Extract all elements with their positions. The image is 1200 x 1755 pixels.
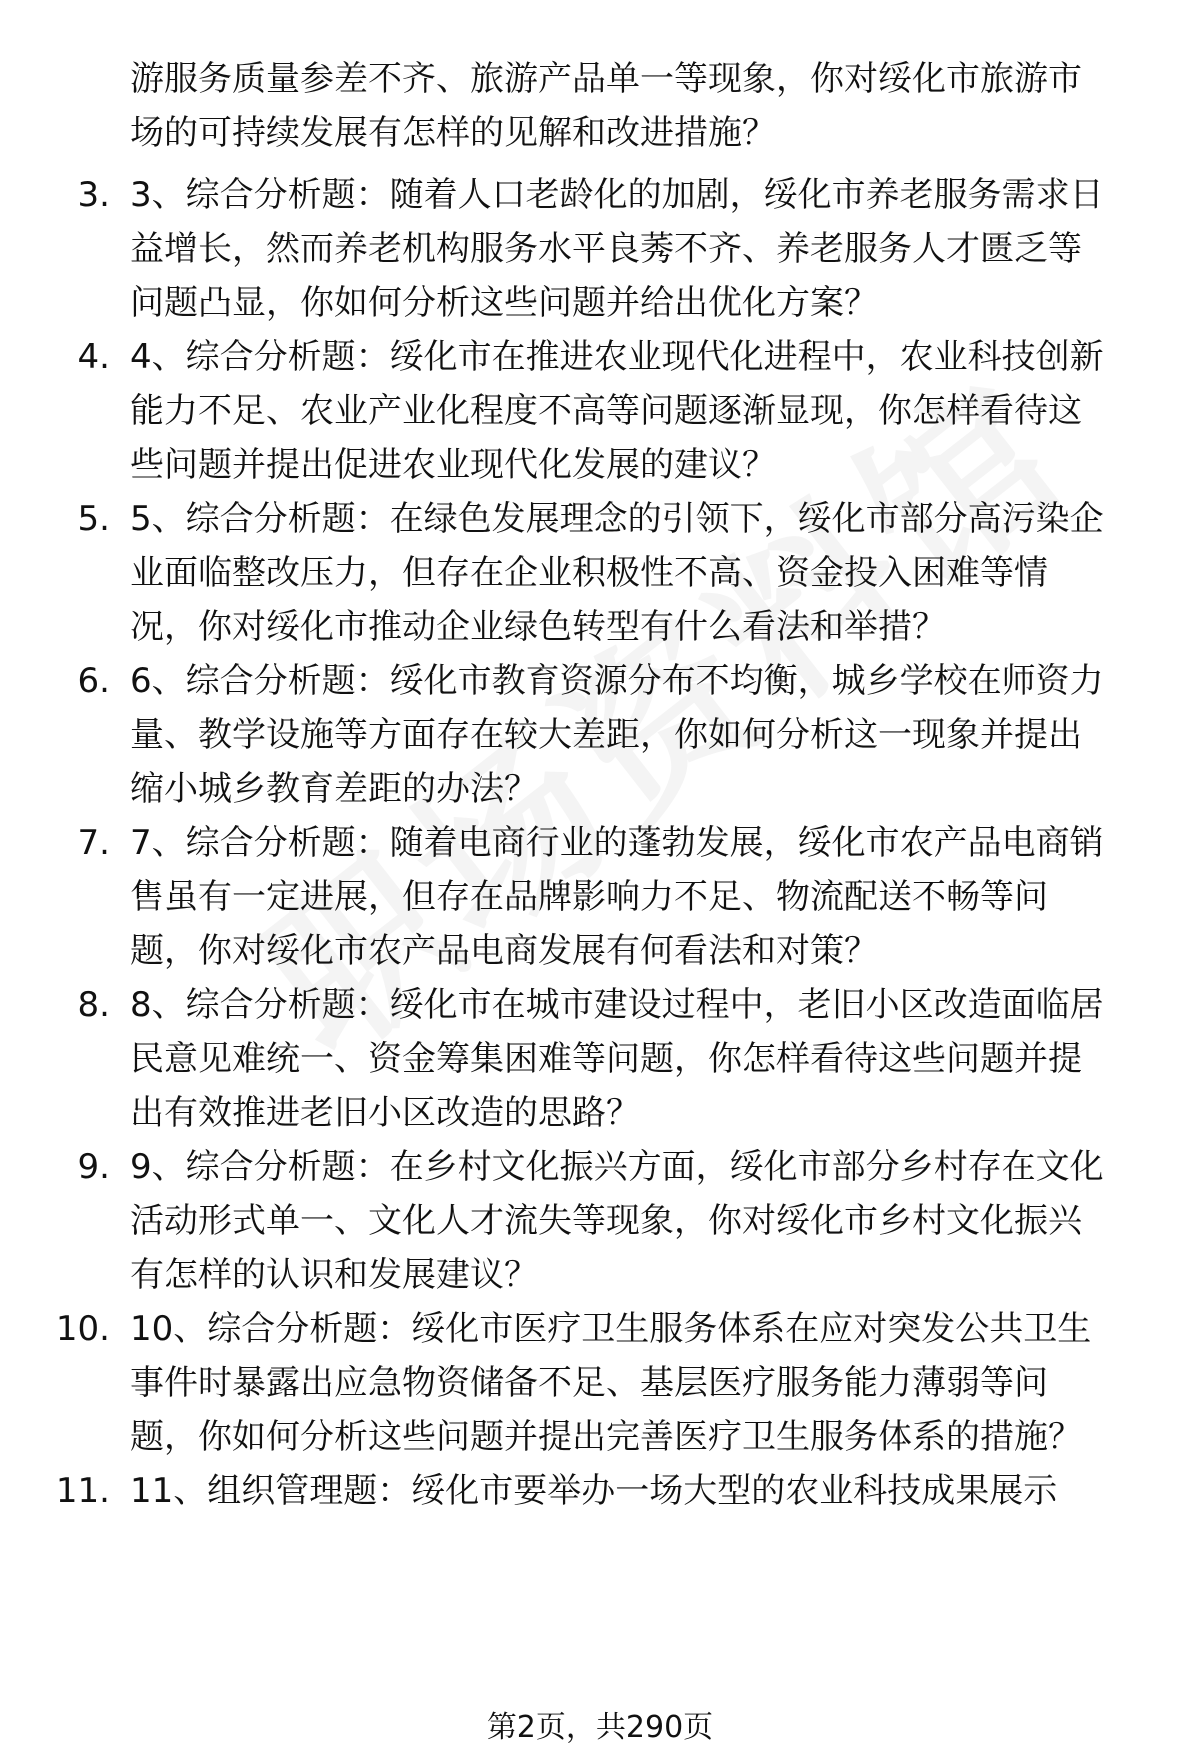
- item-text: [130, 816, 1165, 978]
- text-line: 量、教学设施等方面存在较大差距，你如何分析这一现象并提出: [130, 715, 1082, 755]
- text-line: 3、综合分析题：随着人口老龄化的加剧，绥化市养老服务需求日: [130, 175, 1104, 215]
- item-text: [130, 1464, 1165, 1518]
- text-line: 4、综合分析题：绥化市在推进农业现代化进程中，农业科技创新: [130, 337, 1104, 377]
- text-line: 问题凸显，你如何分析这些问题并给出优化方案？: [130, 283, 878, 323]
- text-line: 游服务质量参差不齐、旅游产品单一等现象，你对绥化市旅游市: [130, 59, 1082, 99]
- text-line: 出有效推进老旧小区改造的思路？: [130, 1093, 640, 1133]
- text-line: 9、综合分析题：在乡村文化振兴方面，绥化市部分乡村存在文化: [130, 1147, 1104, 1187]
- item-text: [130, 1302, 1165, 1464]
- item-text: [130, 52, 1165, 160]
- text-line: 场的可持续发展有怎样的见解和改进措施？: [130, 113, 776, 153]
- text-line: 6、综合分析题：绥化市教育资源分布不均衡，城乡学校在师资力: [130, 661, 1104, 701]
- text-line: 有怎样的认识和发展建议？: [130, 1255, 538, 1295]
- item-number: 8.: [77, 985, 110, 1025]
- item-number: 3.: [77, 175, 110, 215]
- text-line: 10、综合分析题：绥化市医疗卫生服务体系在应对突发公共卫生: [130, 1309, 1092, 1349]
- text-line: 些问题并提出促进农业现代化发展的建议？: [130, 445, 776, 485]
- item-text: [130, 654, 1165, 816]
- item-text: [130, 492, 1165, 654]
- text-line: 业面临整改压力，但存在企业积极性不高、资金投入困难等情: [130, 553, 1048, 593]
- text-line: 8、综合分析题：绥化市在城市建设过程中，老旧小区改造面临居: [130, 985, 1104, 1025]
- text-line: 题，你如何分析这些问题并提出完善医疗卫生服务体系的措施？: [130, 1417, 1082, 1457]
- page-footer: 第2页，共290页: [486, 1710, 714, 1745]
- item-number: 7.: [77, 823, 110, 863]
- item-number: 10.: [55, 1309, 110, 1349]
- text-line: 11、组织管理题：绥化市要举办一场大型的农业科技成果展示: [130, 1471, 1058, 1511]
- item-text: [130, 330, 1165, 492]
- item-number: 11.: [55, 1471, 110, 1511]
- text-line: 7、综合分析题：随着电商行业的蓬勃发展，绥化市农产品电商销: [130, 823, 1104, 863]
- item-text: [130, 1140, 1165, 1302]
- text-line: 活动形式单一、文化人才流失等现象，你对绥化市乡村文化振兴: [130, 1201, 1082, 1241]
- text-line: 况，你对绥化市推动企业绿色转型有什么看法和举措？: [130, 607, 946, 647]
- item-text: [130, 168, 1165, 330]
- text-line: 缩小城乡教育差距的办法？: [130, 769, 538, 809]
- item-number: 5.: [77, 499, 110, 539]
- text-line: 售虽有一定进展，但存在品牌影响力不足、物流配送不畅等问: [130, 877, 1048, 917]
- item-number: 4.: [77, 337, 110, 377]
- text-line: 5、综合分析题：在绿色发展理念的引领下，绥化市部分高污染企: [130, 499, 1104, 539]
- text-line: 能力不足、农业产业化程度不高等问题逐渐显现，你怎样看待这: [130, 391, 1082, 431]
- text-line: 事件时暴露出应急物资储备不足、基层医疗服务能力薄弱等问: [130, 1363, 1048, 1403]
- text-line: 民意见难统一、资金筹集困难等问题，你怎样看待这些问题并提: [130, 1039, 1082, 1079]
- item-number: 9.: [77, 1147, 110, 1187]
- item-text: [130, 978, 1165, 1140]
- text-line: 益增长，然而养老机构服务水平良莠不齐、养老服务人才匮乏等: [130, 229, 1082, 269]
- item-number: 6.: [77, 661, 110, 701]
- text-line: 题，你对绥化市农产品电商发展有何看法和对策？: [130, 931, 878, 971]
